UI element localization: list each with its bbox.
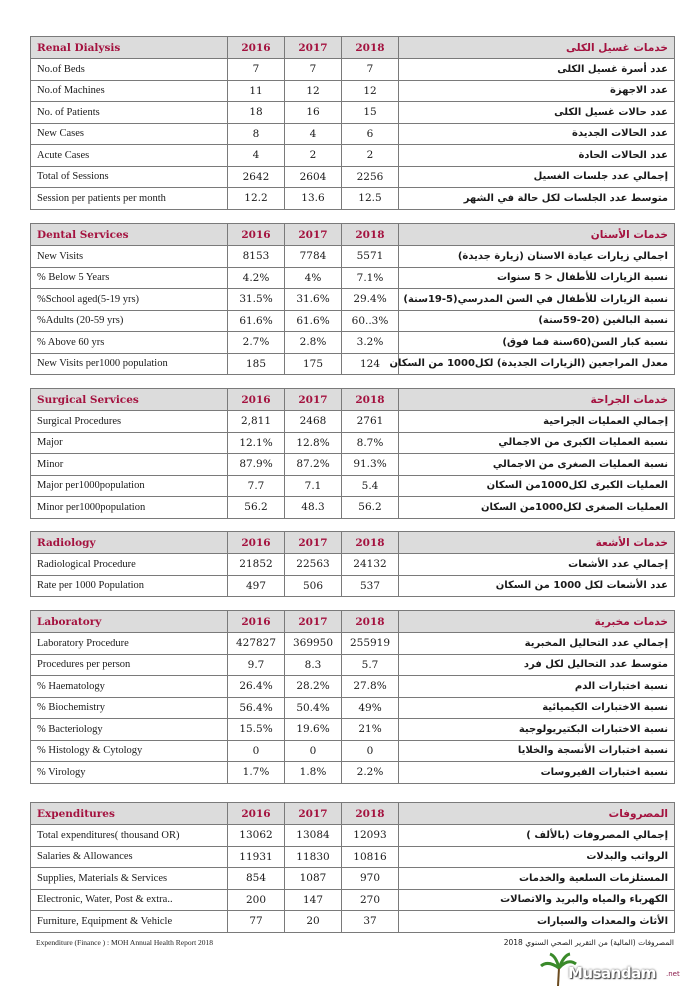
value-2018: 60..3% <box>342 310 399 332</box>
value-2017: 11830 <box>285 846 342 868</box>
row-label: Salaries & Allowances <box>31 846 228 868</box>
value-2017: 2.8% <box>285 332 342 354</box>
value-2018: 970 <box>342 868 399 890</box>
value-2017: 7.1 <box>285 475 342 497</box>
value-2017: 0 <box>285 740 342 762</box>
table-row <box>31 102 675 124</box>
section-title-arabic: خدمات الأشعة <box>399 532 675 554</box>
table-row <box>31 166 675 188</box>
value-2016: 497 <box>228 575 285 597</box>
value-2016: 11 <box>228 80 285 102</box>
row-label: % Below 5 Years <box>31 267 228 289</box>
row-label-arabic: عدد الأشعات لكل 1000 من السكان <box>399 575 675 597</box>
value-2018: 49% <box>342 697 399 719</box>
value-2018: 2761 <box>342 411 399 433</box>
row-label: % Histology & Cytology <box>31 740 228 762</box>
table-row <box>31 411 675 433</box>
value-2017: 48.3 <box>285 497 342 519</box>
value-2017: 506 <box>285 575 342 597</box>
row-label: No.of Machines <box>31 80 228 102</box>
value-2017: 13.6 <box>285 188 342 210</box>
row-label-arabic: الأثاث والمعدات والسيارات <box>399 911 675 933</box>
year-2016: 2016 <box>228 37 285 59</box>
value-2018: 91.3% <box>342 454 399 476</box>
value-2017: 1.8% <box>285 762 342 784</box>
row-label-arabic: إجمالي العمليات الجراحية <box>399 411 675 433</box>
row-label-arabic: الكهرباء والمياه والبريد والاتصالات <box>399 889 675 911</box>
value-2018: 12 <box>342 80 399 102</box>
year-2017: 2017 <box>285 611 342 633</box>
value-2018: 2 <box>342 145 399 167</box>
section-title: Renal Dialysis <box>31 37 228 59</box>
value-2018: 5.4 <box>342 475 399 497</box>
row-label-arabic: نسبة كبار السن(60سنة فما فوق) <box>399 332 675 354</box>
row-label: No.of Beds <box>31 59 228 81</box>
row-label-arabic: نسبة البالغين (20-59سنة) <box>399 310 675 332</box>
value-2016: 21852 <box>228 554 285 576</box>
value-2018: 29.4% <box>342 289 399 311</box>
footer-source-arabic: المصروفات (المالية) من التقرير الصحي السنوي 2018 <box>503 938 674 947</box>
value-2017: 12.8% <box>285 432 342 454</box>
row-label-arabic: اجمالي زيارات عيادة الاسنان (زيارة جديدة) <box>399 246 675 268</box>
table-row <box>31 123 675 145</box>
section-title: Surgical Services <box>31 389 228 411</box>
row-label-arabic: نسبة اختبارات الفيروسات <box>399 762 675 784</box>
row-label: % Haematology <box>31 676 228 698</box>
table-row <box>31 432 675 454</box>
value-2016: 8 <box>228 123 285 145</box>
value-2017: 7784 <box>285 246 342 268</box>
value-2016: 11931 <box>228 846 285 868</box>
year-2016: 2016 <box>228 389 285 411</box>
row-label-arabic: عدد الحالات الحادة <box>399 145 675 167</box>
value-2017: 2 <box>285 145 342 167</box>
value-2018: 56.2 <box>342 497 399 519</box>
row-label: Surgical Procedures <box>31 411 228 433</box>
value-2017: 369950 <box>285 633 342 655</box>
value-2018: 255919 <box>342 633 399 655</box>
year-2016: 2016 <box>228 803 285 825</box>
row-label: Session per patients per month <box>31 188 228 210</box>
value-2017: 28.2% <box>285 676 342 698</box>
row-label-arabic: إجمالي عدد جلسات الغسيل <box>399 166 675 188</box>
value-2018: 37 <box>342 911 399 933</box>
table-row <box>31 80 675 102</box>
footer-source-english: Expenditure (Finance ) : MOH Annual Health Report 2018 <box>36 938 214 947</box>
row-label: Total of Sessions <box>31 166 228 188</box>
row-label-arabic: إجمالي عدد الأشعات <box>399 554 675 576</box>
table-row <box>31 497 675 519</box>
value-2017: 20 <box>285 911 342 933</box>
value-2017: 8.3 <box>285 654 342 676</box>
value-2016: 427827 <box>228 633 285 655</box>
table-header-row <box>31 611 675 633</box>
radiology-table <box>30 531 675 597</box>
watermark-logo <box>538 952 698 988</box>
row-label-arabic: نسبة العمليات الكبرى من الاجمالي <box>399 432 675 454</box>
value-2018: 24132 <box>342 554 399 576</box>
row-label-arabic: الرواتب والبدلات <box>399 846 675 868</box>
year-2018: 2018 <box>342 389 399 411</box>
logo-domain: .net <box>666 970 680 978</box>
row-label: %School aged(5-19 yrs) <box>31 289 228 311</box>
row-label-arabic: نسبة اختبارات الأنسجة والخلايا <box>399 740 675 762</box>
table-row <box>31 889 675 911</box>
year-2017: 2017 <box>285 803 342 825</box>
value-2018: 8.7% <box>342 432 399 454</box>
row-label: Minor <box>31 454 228 476</box>
table-row <box>31 332 675 354</box>
value-2017: 2604 <box>285 166 342 188</box>
row-label-arabic: العمليات الصغرى لكل1000من السكان <box>399 497 675 519</box>
renal-dialysis-table <box>30 36 675 210</box>
section-title-arabic: المصروفات <box>399 803 675 825</box>
value-2018: 5571 <box>342 246 399 268</box>
row-label-arabic: نسبة الاختبارات البكتيريولوجية <box>399 719 675 741</box>
section-title-arabic: خدمات الأسنان <box>399 224 675 246</box>
section-title-arabic: خدمات غسيل الكلى <box>399 37 675 59</box>
logo-wordmark: Musandam <box>568 964 656 982</box>
year-2017: 2017 <box>285 37 342 59</box>
section-title: Dental Services <box>31 224 228 246</box>
table-row <box>31 676 675 698</box>
value-2016: 185 <box>228 353 285 375</box>
value-2018: 124 <box>342 353 399 375</box>
row-label-arabic: نسبة الاختبارات الكيميائية <box>399 697 675 719</box>
table-row <box>31 740 675 762</box>
section-title-arabic: خدمات الجراحة <box>399 389 675 411</box>
value-2016: 31.5% <box>228 289 285 311</box>
table-row <box>31 719 675 741</box>
row-label: Major per1000population <box>31 475 228 497</box>
value-2018: 27.8% <box>342 676 399 698</box>
row-label: Acute Cases <box>31 145 228 167</box>
value-2018: 7 <box>342 59 399 81</box>
year-2017: 2017 <box>285 224 342 246</box>
value-2018: 5.7 <box>342 654 399 676</box>
row-label: Supplies, Materials & Services <box>31 868 228 890</box>
table-row <box>31 59 675 81</box>
table-row <box>31 697 675 719</box>
row-label: Procedures per person <box>31 654 228 676</box>
table-header-row <box>31 532 675 554</box>
row-label-arabic: متوسط عدد التحاليل لكل فرد <box>399 654 675 676</box>
value-2016: 2642 <box>228 166 285 188</box>
value-2017: 4 <box>285 123 342 145</box>
row-label: % Above 60 yrs <box>31 332 228 354</box>
row-label: No. of Patients <box>31 102 228 124</box>
value-2017: 175 <box>285 353 342 375</box>
row-label: Total expenditures( thousand OR) <box>31 825 228 847</box>
table-row <box>31 762 675 784</box>
year-2017: 2017 <box>285 532 342 554</box>
value-2018: 6 <box>342 123 399 145</box>
year-2018: 2018 <box>342 803 399 825</box>
table-header-row <box>31 389 675 411</box>
table-row <box>31 267 675 289</box>
value-2016: 15.5% <box>228 719 285 741</box>
table-row <box>31 310 675 332</box>
row-label: %Adults (20-59 yrs) <box>31 310 228 332</box>
value-2016: 4.2% <box>228 267 285 289</box>
table-row <box>31 353 675 375</box>
table-row <box>31 454 675 476</box>
row-label: New Cases <box>31 123 228 145</box>
value-2017: 31.6% <box>285 289 342 311</box>
value-2016: 87.9% <box>228 454 285 476</box>
row-label-arabic: نسبة الزيارات للأطفال < 5 سنوات <box>399 267 675 289</box>
value-2016: 4 <box>228 145 285 167</box>
year-2018: 2018 <box>342 37 399 59</box>
value-2016: 200 <box>228 889 285 911</box>
table-row <box>31 188 675 210</box>
value-2017: 16 <box>285 102 342 124</box>
table-row <box>31 145 675 167</box>
year-2018: 2018 <box>342 224 399 246</box>
section-title: Radiology <box>31 532 228 554</box>
value-2017: 2468 <box>285 411 342 433</box>
row-label: Minor per1000population <box>31 497 228 519</box>
value-2016: 56.2 <box>228 497 285 519</box>
row-label: Laboratory Procedure <box>31 633 228 655</box>
table-row <box>31 554 675 576</box>
row-label-arabic: إجمالي المصروفات (بالألف ) <box>399 825 675 847</box>
value-2016: 9.7 <box>228 654 285 676</box>
value-2016: 18 <box>228 102 285 124</box>
expenditures-table <box>30 802 675 933</box>
row-label-arabic: نسبة الزيارات للأطفال في السن المدرسي(5-19سنة) <box>399 289 675 311</box>
row-label-arabic: عدد حالات غسيل الكلى <box>399 102 675 124</box>
table-row <box>31 475 675 497</box>
value-2016: 7.7 <box>228 475 285 497</box>
surgical-services-table <box>30 388 675 519</box>
row-label-arabic: نسبة العمليات الصغرى من الاجمالي <box>399 454 675 476</box>
table-header-row <box>31 224 675 246</box>
value-2016: 1.7% <box>228 762 285 784</box>
row-label: Electronic, Water, Post & extra.. <box>31 889 228 911</box>
row-label: % Bacteriology <box>31 719 228 741</box>
value-2017: 87.2% <box>285 454 342 476</box>
value-2017: 13084 <box>285 825 342 847</box>
value-2017: 1087 <box>285 868 342 890</box>
row-label-arabic: إجمالي عدد التحاليل المخبرية <box>399 633 675 655</box>
value-2016: 13062 <box>228 825 285 847</box>
value-2018: 0 <box>342 740 399 762</box>
row-label-arabic: متوسط عدد الجلسات لكل حالة في الشهر <box>399 188 675 210</box>
row-label: New Visits per1000 population <box>31 353 228 375</box>
table-header-row <box>31 37 675 59</box>
section-title-arabic: خدمات مخبرية <box>399 611 675 633</box>
row-label-arabic: معدل المراجعين (الزيارات الجديدة) لكل1000 من السكان <box>399 353 675 375</box>
row-label-arabic: عدد أسرة غسيل الكلى <box>399 59 675 81</box>
row-label-arabic: نسبة اختبارات الدم <box>399 676 675 698</box>
section-title: Laboratory <box>31 611 228 633</box>
value-2018: 2.2% <box>342 762 399 784</box>
row-label: % Biochemistry <box>31 697 228 719</box>
value-2018: 10816 <box>342 846 399 868</box>
row-label-arabic: عدد الاجهزة <box>399 80 675 102</box>
value-2017: 19.6% <box>285 719 342 741</box>
table-row <box>31 289 675 311</box>
value-2018: 2256 <box>342 166 399 188</box>
table-row <box>31 846 675 868</box>
row-label: Radiological Procedure <box>31 554 228 576</box>
value-2017: 22563 <box>285 554 342 576</box>
table-row <box>31 633 675 655</box>
value-2016: 854 <box>228 868 285 890</box>
value-2017: 4% <box>285 267 342 289</box>
row-label: Major <box>31 432 228 454</box>
table-row <box>31 654 675 676</box>
value-2016: 56.4% <box>228 697 285 719</box>
laboratory-table <box>30 610 675 784</box>
value-2016: 12.2 <box>228 188 285 210</box>
value-2016: 0 <box>228 740 285 762</box>
table-row <box>31 825 675 847</box>
row-label: New Visits <box>31 246 228 268</box>
value-2017: 147 <box>285 889 342 911</box>
table-row <box>31 246 675 268</box>
dental-services-table <box>30 223 675 375</box>
value-2016: 7 <box>228 59 285 81</box>
value-2016: 77 <box>228 911 285 933</box>
year-2018: 2018 <box>342 611 399 633</box>
value-2016: 2,811 <box>228 411 285 433</box>
year-2018: 2018 <box>342 532 399 554</box>
row-label-arabic: العمليات الكبرى لكل1000من السكان <box>399 475 675 497</box>
year-2017: 2017 <box>285 389 342 411</box>
value-2018: 15 <box>342 102 399 124</box>
value-2016: 61.6% <box>228 310 285 332</box>
value-2017: 7 <box>285 59 342 81</box>
row-label-arabic: عدد الحالات الجديدة <box>399 123 675 145</box>
value-2018: 12.5 <box>342 188 399 210</box>
value-2018: 12093 <box>342 825 399 847</box>
value-2016: 2.7% <box>228 332 285 354</box>
year-2016: 2016 <box>228 532 285 554</box>
value-2016: 26.4% <box>228 676 285 698</box>
value-2018: 3.2% <box>342 332 399 354</box>
year-2016: 2016 <box>228 224 285 246</box>
value-2016: 8153 <box>228 246 285 268</box>
year-2016: 2016 <box>228 611 285 633</box>
value-2016: 12.1% <box>228 432 285 454</box>
row-label: % Virology <box>31 762 228 784</box>
row-label: Rate per 1000 Population <box>31 575 228 597</box>
value-2017: 50.4% <box>285 697 342 719</box>
table-header-row <box>31 803 675 825</box>
value-2017: 12 <box>285 80 342 102</box>
table-row <box>31 868 675 890</box>
value-2018: 7.1% <box>342 267 399 289</box>
table-row <box>31 575 675 597</box>
value-2018: 537 <box>342 575 399 597</box>
row-label: Furniture, Equipment & Vehicle <box>31 911 228 933</box>
section-title: Expenditures <box>31 803 228 825</box>
table-row <box>31 911 675 933</box>
value-2018: 21% <box>342 719 399 741</box>
value-2018: 270 <box>342 889 399 911</box>
row-label-arabic: المستلزمات السلعية والخدمات <box>399 868 675 890</box>
value-2017: 61.6% <box>285 310 342 332</box>
